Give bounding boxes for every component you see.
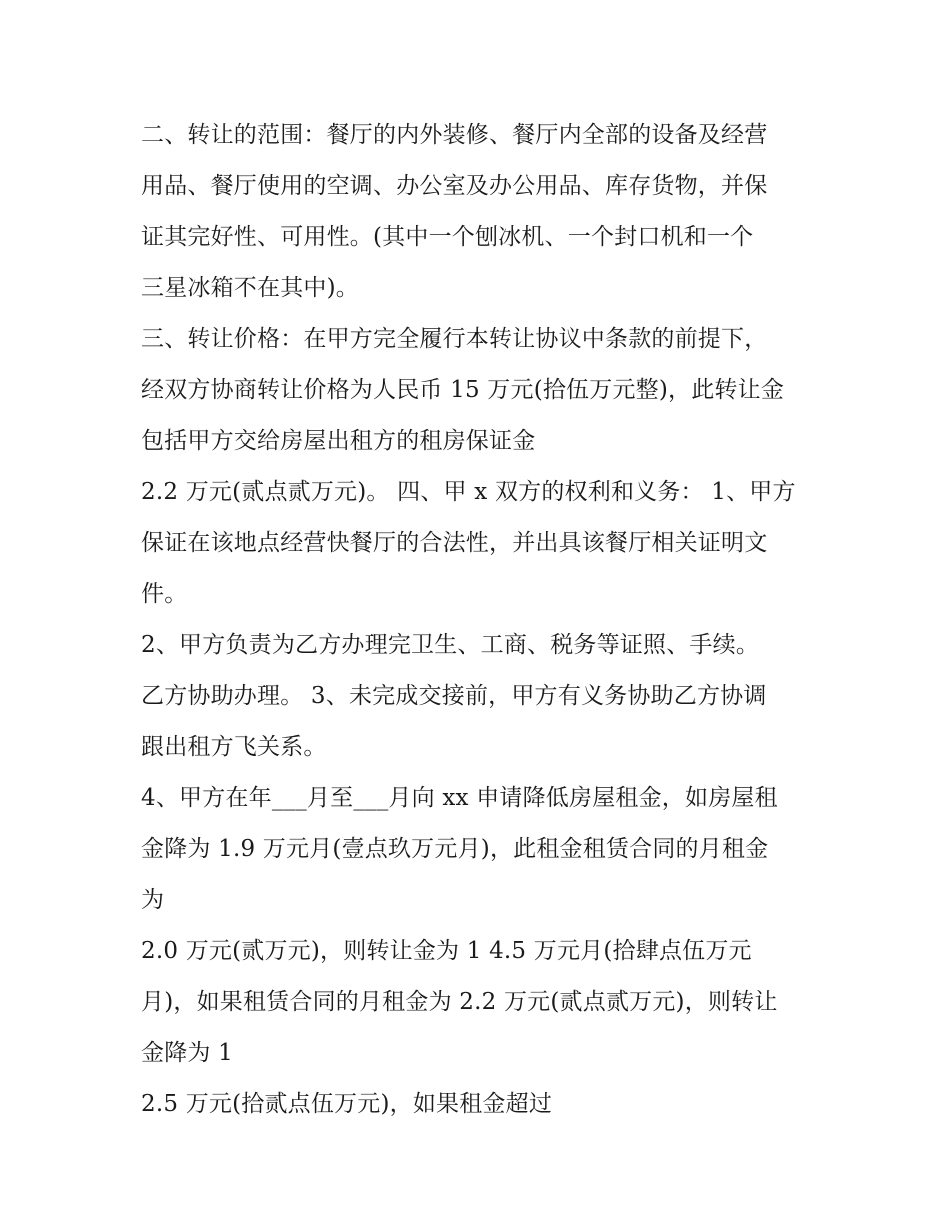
text-line: 2.0 万元(贰万元)，则转让金为 1 4.5 万元月(拾肆点伍万元 — [141, 938, 752, 964]
text-line: 保证在该地点经营快餐厅的合法性，并出具该餐厅相关证明文 — [141, 530, 768, 556]
text-line: 2、甲方负责为乙方办理完卫生、工商、税务等证照、手续。 — [141, 632, 760, 658]
text-line: 2.2 万元(贰点贰万元)。 四、甲 x 双方的权利和义务： 1、甲方 — [141, 479, 796, 505]
text-line: 为 — [141, 887, 165, 913]
text-line: 证其完好性、可用性。(其中一个刨冰机、一个封口机和一个 — [141, 224, 754, 250]
text-line: 三、转让价格：在甲方完全履行本转让协议中条款的前提下， — [141, 326, 768, 352]
text-line: 乙方协助办理。 3、未完成交接前，甲方有义务协助乙方协调 — [141, 683, 767, 709]
document-body — [141, 110, 821, 1130]
text-line: 4、甲方在年___月至___月向 xx 申请降低房屋租金，如房屋租 — [141, 785, 778, 811]
text-line: 用品、餐厅使用的空调、办公室及办公用品、库存货物，并保 — [141, 173, 768, 199]
text-line: 二、转让的范围：餐厅的内外装修、餐厅内全部的设备及经营 — [141, 122, 768, 148]
text-line: 金降为 1 — [141, 1040, 233, 1066]
text-line: 跟出租方飞关系。 — [141, 734, 327, 760]
text-line: 月)，如果租赁合同的月租金为 2.2 万元(贰点贰万元)，则转让 — [141, 989, 778, 1015]
text-line: 件。 — [141, 581, 188, 607]
text-line: 2.5 万元(拾贰点伍万元)，如果租金超过 — [141, 1091, 553, 1117]
text-line: 经双方协商转让价格为人民币 15 万元(拾伍万元整)，此转让金 — [141, 377, 785, 403]
text-line: 包括甲方交给房屋出租方的租房保证金 — [141, 428, 536, 454]
text-line: 金降为 1.9 万元月(壹点玖万元月)，此租金租赁合同的月租金 — [141, 836, 769, 862]
text-line: 三星冰箱不在其中)。 — [141, 275, 359, 301]
